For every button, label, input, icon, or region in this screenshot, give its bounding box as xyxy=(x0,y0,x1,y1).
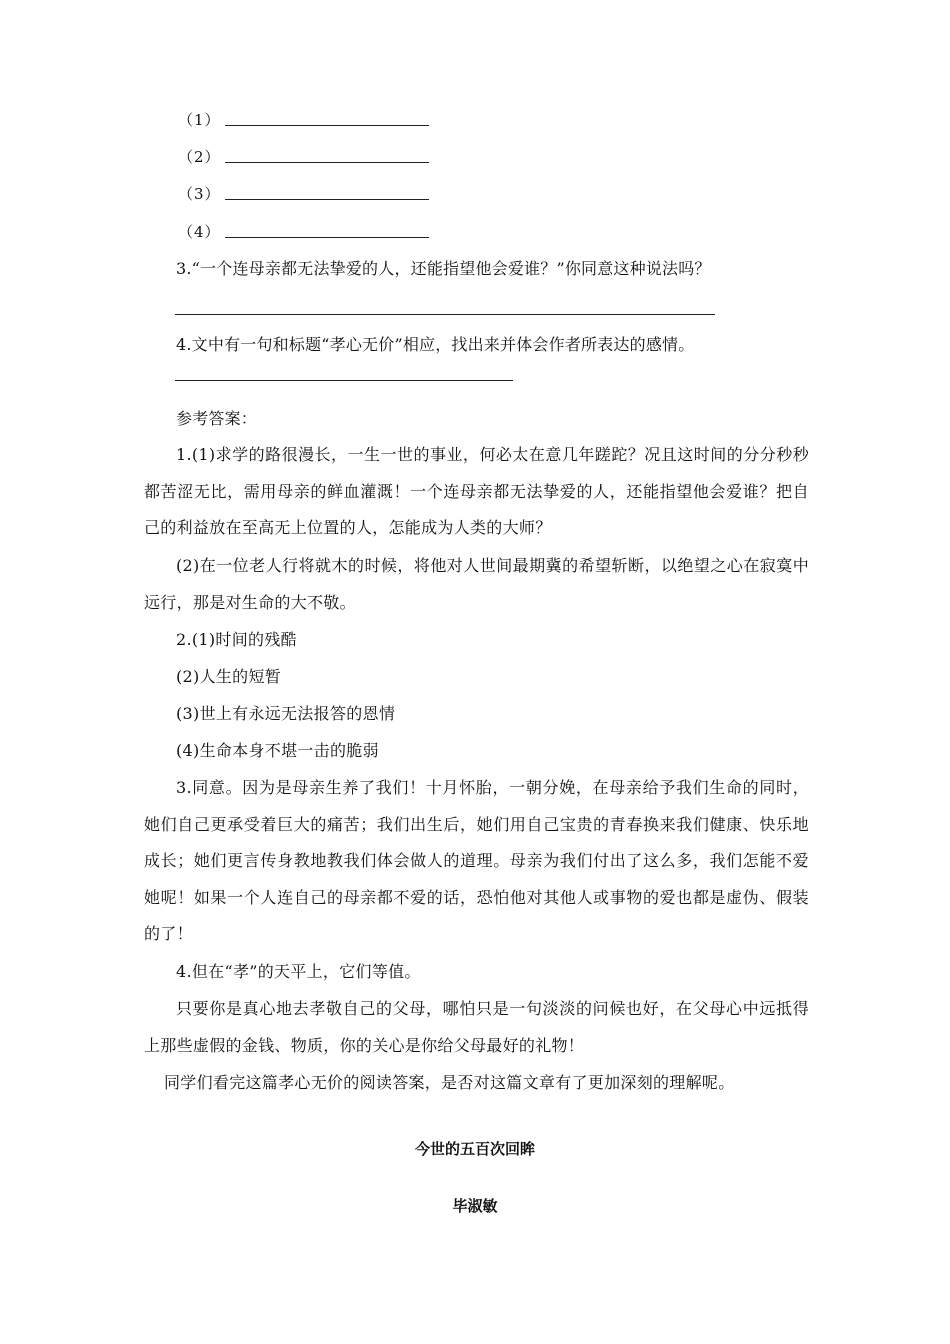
question-4: 4.文中有一句和标题“孝心无价”相应，找出来并体会作者所表达的感情。 xyxy=(176,335,695,354)
answer-2-item-2: (2)人生的短暂 xyxy=(176,667,282,686)
blank-item-3 xyxy=(178,184,429,204)
answers-heading: 参考答案： xyxy=(176,409,258,428)
answer-2-item-4: (4)生命本身不堪一击的脆弱 xyxy=(176,741,379,760)
answer-blank-line[interactable] xyxy=(225,162,429,163)
answer-blank-line[interactable] xyxy=(225,199,429,200)
answer-1-part-1: 1.(1)求学的路很漫长，一生一世的事业，何必太在意几年蹉跎？况且这时间的分分秒秒都苦涩无比，需用母亲的鲜血灌溉！一个连母亲都无法挚爱的人，还能指望他会爱谁？把自己的利益放在至高无上位置的人，怎能成为人类的大师？ xyxy=(144,445,809,537)
blank-number: （3） xyxy=(178,185,221,203)
blank-number: （2） xyxy=(178,148,221,166)
blank-number: （4） xyxy=(178,223,221,241)
blank-item-2 xyxy=(178,147,429,167)
answer-blank-line[interactable] xyxy=(225,237,429,238)
blank-number: （1） xyxy=(178,111,221,129)
answer-2-item-3: (3)世上有永远无法报答的恩情 xyxy=(176,704,396,723)
answer-4-note: 只要你是真心地去孝敬自己的父母，哪怕只是一句淡淡的问候也好，在父母心中远抵得上那些虚假的金钱、物质，你的关心是你给父母最好的礼物！ xyxy=(144,999,809,1055)
article-author: 毕淑敏 xyxy=(452,1197,498,1215)
question-3: 3.“一个连母亲都无法挚爱的人，还能指望他会爱谁？”你同意这种说法吗？ xyxy=(176,259,711,278)
closing-remark: 同学们看完这篇孝心无价的阅读答案，是否对这篇文章有了更加深刻的理解呢。 xyxy=(164,1073,735,1092)
answer-3: 3.同意。因为是母亲生养了我们！十月怀胎，一朝分娩，在母亲给予我们生命的同时，她们自己更承受着巨大的痛苦；我们出生后，她们用自己宝贵的青春换来我们健康、快乐地成长；她们更言传身教地教我们体会做人的道理。母亲为我们付出了这么多，我们怎能不爱她呢！如果一个人连自己的母亲都不爱的话，恐怕他对其他人或事物的爱也都是虚伪、假装的了！ xyxy=(144,778,809,943)
article-title: 今世的五百次回眸 xyxy=(414,1140,535,1158)
blank-item-1 xyxy=(178,110,429,130)
answer-line-q4[interactable] xyxy=(175,380,513,381)
answer-4: 4.但在“孝”的天平上，它们等值。 xyxy=(176,962,421,981)
answer-line-q3[interactable] xyxy=(175,314,715,315)
answer-2-item-1: 2.(1)时间的残酷 xyxy=(176,630,297,649)
blank-item-4 xyxy=(178,222,429,242)
answer-blank-line[interactable] xyxy=(225,125,429,126)
answer-1-part-2: (2)在一位老人行将就木的时候，将他对人世间最期冀的希望斩断，以绝望之心在寂寞中远行，那是对生命的大不敬。 xyxy=(144,556,809,612)
